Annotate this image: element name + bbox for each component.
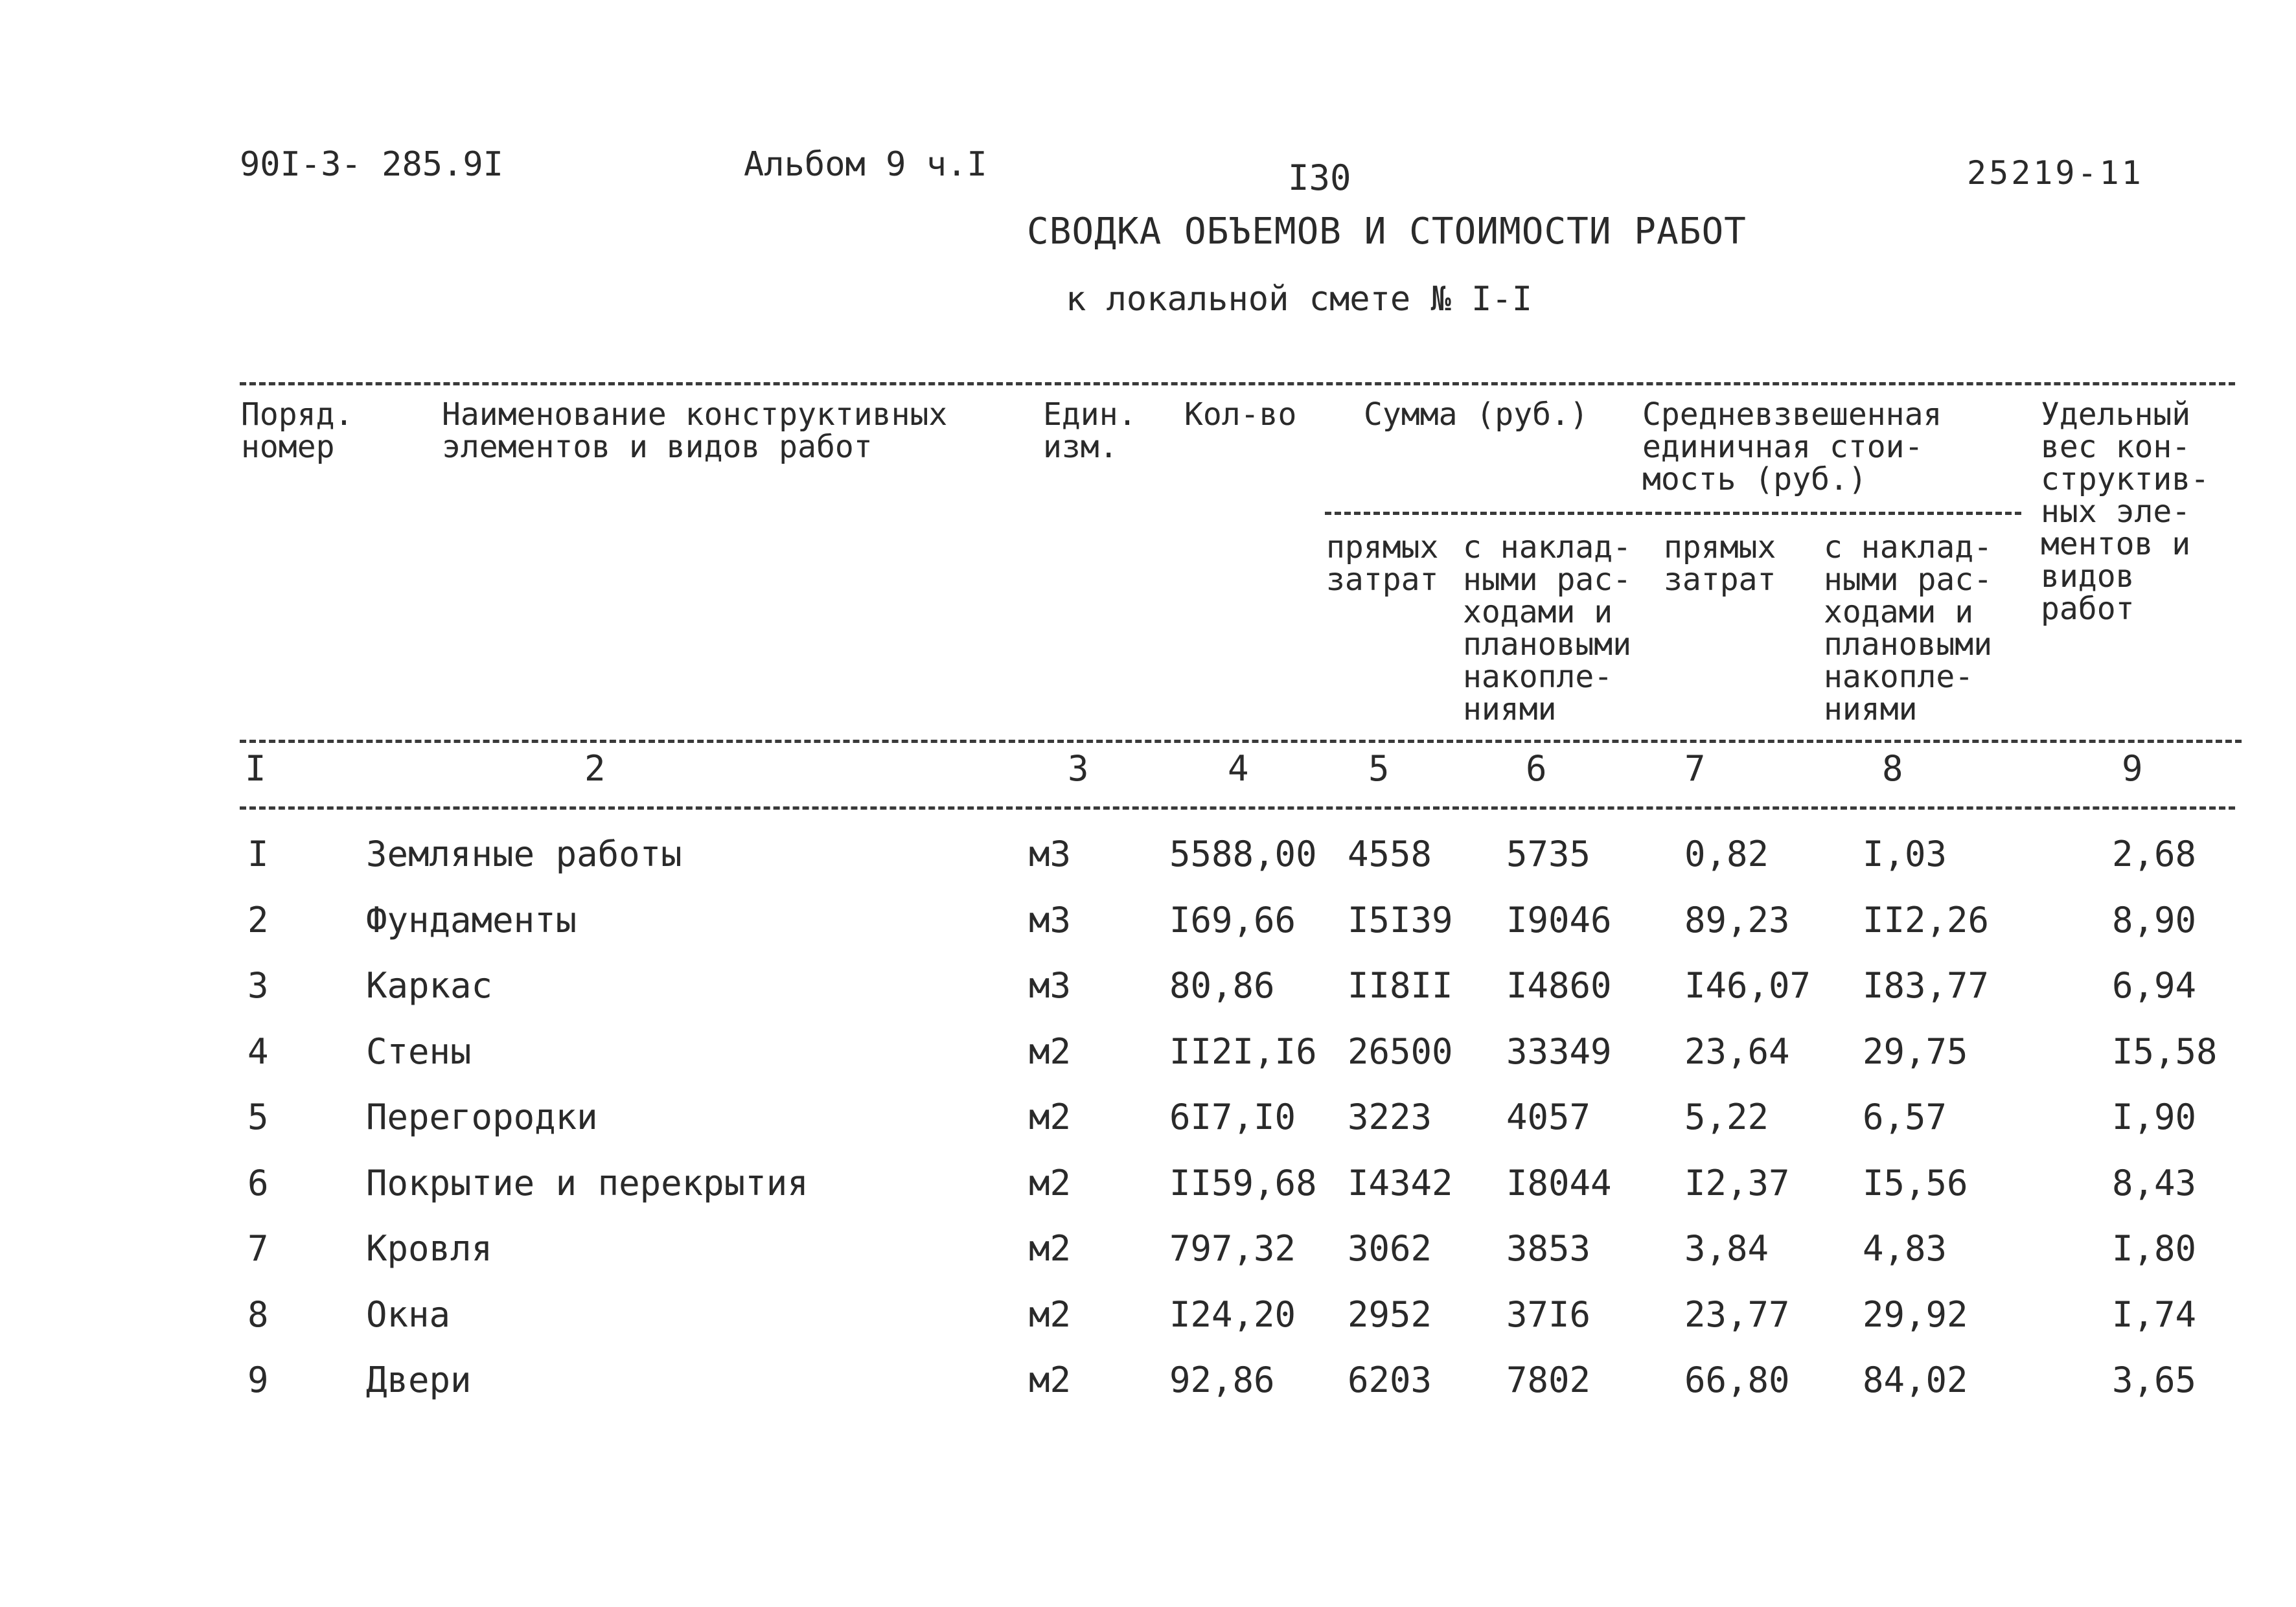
column-number: 2 bbox=[584, 748, 606, 789]
row-unit: м3 bbox=[1029, 834, 1072, 874]
row-number: 9 bbox=[247, 1360, 269, 1400]
column-number: 5 bbox=[1368, 748, 1390, 789]
document-subtitle: к локальной смете № I-I bbox=[1066, 280, 1533, 319]
document-code: 90I-3- 285.9I bbox=[240, 145, 503, 184]
row-avg-direct: I46,07 bbox=[1684, 965, 1811, 1006]
row-weight: 8,90 bbox=[2112, 900, 2197, 940]
column-number: I bbox=[245, 748, 266, 789]
column-numbers-rule bbox=[240, 806, 2235, 810]
row-sum-direct: 3223 bbox=[1348, 1097, 1432, 1137]
column-number: 9 bbox=[2122, 748, 2143, 789]
row-number: 7 bbox=[247, 1228, 269, 1269]
row-sum-direct: 3062 bbox=[1348, 1228, 1432, 1269]
row-weight: I,80 bbox=[2112, 1228, 2197, 1269]
row-unit: м2 bbox=[1029, 1228, 1072, 1269]
row-avg-overhead: I5,56 bbox=[1863, 1163, 1968, 1203]
row-avg-direct: 23,77 bbox=[1684, 1294, 1790, 1335]
header-bottom-rule bbox=[240, 740, 2242, 743]
row-number: 3 bbox=[247, 965, 269, 1006]
col-header-sum-direct: прямых затрат bbox=[1326, 529, 1439, 598]
row-sum-direct: II8II bbox=[1348, 965, 1453, 1006]
row-element-name: Перегородки bbox=[366, 1097, 598, 1137]
col-header-avg-direct: прямых затрат bbox=[1664, 529, 1776, 598]
row-weight: 6,94 bbox=[2112, 965, 2197, 1006]
row-sum-overhead: I4860 bbox=[1506, 965, 1612, 1006]
row-element-name: Кровля bbox=[366, 1228, 493, 1269]
row-unit: м3 bbox=[1029, 900, 1072, 940]
row-quantity: I24,20 bbox=[1169, 1294, 1296, 1335]
col-header-sum: Сумма (руб.) bbox=[1364, 396, 1589, 433]
row-sum-overhead: 33349 bbox=[1506, 1031, 1612, 1072]
row-avg-direct: 66,80 bbox=[1684, 1360, 1790, 1400]
row-avg-overhead: 4,83 bbox=[1863, 1228, 1947, 1269]
document-title: СВОДКА ОБЪЕМОВ И СТОИМОСТИ РАБОТ bbox=[1027, 211, 1747, 253]
sum-subheader-rule bbox=[1325, 512, 2021, 515]
col-header-sum-overhead: с наклад- ными рас- ходами и плановыми накопле- ниями bbox=[1463, 529, 1632, 727]
row-avg-overhead: 6,57 bbox=[1863, 1097, 1947, 1137]
col-header-avg-overhead: с наклад- ными рас- ходами и плановыми накопле- ниями bbox=[1824, 529, 1993, 727]
row-element-name: Покрытие и перекрытия bbox=[366, 1163, 809, 1203]
row-avg-overhead: 84,02 bbox=[1863, 1360, 1968, 1400]
row-unit: м2 bbox=[1029, 1294, 1072, 1335]
row-avg-direct: 89,23 bbox=[1684, 900, 1790, 940]
row-unit: м2 bbox=[1029, 1163, 1072, 1203]
row-sum-direct: 4558 bbox=[1348, 834, 1432, 874]
row-number: 8 bbox=[247, 1294, 269, 1335]
row-unit: м2 bbox=[1029, 1031, 1072, 1072]
row-sum-overhead: I9046 bbox=[1506, 900, 1612, 940]
row-sum-overhead: 37I6 bbox=[1506, 1294, 1591, 1335]
album-label: Альбом 9 ч.I bbox=[744, 145, 987, 184]
row-element-name: Двери bbox=[366, 1360, 472, 1400]
row-number: 5 bbox=[247, 1097, 269, 1137]
row-number: 4 bbox=[247, 1031, 269, 1072]
row-avg-direct: I2,37 bbox=[1684, 1163, 1790, 1203]
row-unit: м2 bbox=[1029, 1097, 1072, 1137]
row-number: 6 bbox=[247, 1163, 269, 1203]
column-number: 6 bbox=[1526, 748, 1547, 789]
sheet-number: 25219-11 bbox=[1967, 154, 2144, 192]
row-quantity: 797,32 bbox=[1169, 1228, 1296, 1269]
row-avg-overhead: 29,92 bbox=[1863, 1294, 1968, 1335]
row-sum-overhead: 5735 bbox=[1506, 834, 1591, 874]
row-weight: I5,58 bbox=[2112, 1031, 2218, 1072]
row-weight: 8,43 bbox=[2112, 1163, 2197, 1203]
row-quantity: II2I,I6 bbox=[1169, 1031, 1317, 1072]
col-header-qty: Кол-во bbox=[1184, 396, 1297, 433]
row-weight: 3,65 bbox=[2112, 1360, 2197, 1400]
row-unit: м2 bbox=[1029, 1360, 1072, 1400]
row-element-name: Стены bbox=[366, 1031, 472, 1072]
row-quantity: 80,86 bbox=[1169, 965, 1275, 1006]
table-top-rule bbox=[240, 382, 2235, 385]
row-quantity: 92,86 bbox=[1169, 1360, 1275, 1400]
row-avg-overhead: I,03 bbox=[1863, 834, 1947, 874]
row-avg-overhead: II2,26 bbox=[1863, 900, 1990, 940]
row-avg-overhead: I83,77 bbox=[1863, 965, 1990, 1006]
row-weight: 2,68 bbox=[2112, 834, 2197, 874]
row-quantity: 5588,00 bbox=[1169, 834, 1317, 874]
column-number: 8 bbox=[1882, 748, 1903, 789]
row-quantity: II59,68 bbox=[1169, 1163, 1317, 1203]
column-number: 3 bbox=[1068, 748, 1089, 789]
page-number: I30 bbox=[1288, 157, 1351, 198]
col-header-avg-cost: Средневзвешенная единичная стои- мость (руб.) bbox=[1642, 396, 1942, 497]
col-header-name: Наименование конструктивных элементов и видов работ bbox=[442, 396, 948, 465]
row-sum-direct: 6203 bbox=[1348, 1360, 1432, 1400]
row-avg-direct: 0,82 bbox=[1684, 834, 1769, 874]
row-number: I bbox=[247, 834, 269, 874]
row-unit: м3 bbox=[1029, 965, 1072, 1006]
row-element-name: Земляные работы bbox=[366, 834, 682, 874]
row-avg-direct: 23,64 bbox=[1684, 1031, 1790, 1072]
row-sum-direct: I4342 bbox=[1348, 1163, 1453, 1203]
row-element-name: Каркас bbox=[366, 965, 493, 1006]
row-sum-overhead: I8044 bbox=[1506, 1163, 1612, 1203]
row-weight: I,74 bbox=[2112, 1294, 2197, 1335]
row-sum-direct: I5I39 bbox=[1348, 900, 1453, 940]
row-avg-overhead: 29,75 bbox=[1863, 1031, 1968, 1072]
row-quantity: I69,66 bbox=[1169, 900, 1296, 940]
row-element-name: Окна bbox=[366, 1294, 451, 1335]
col-header-order-no: Поряд. номер bbox=[241, 396, 354, 465]
row-quantity: 6I7,I0 bbox=[1169, 1097, 1296, 1137]
row-sum-overhead: 3853 bbox=[1506, 1228, 1591, 1269]
col-header-unit: Един. изм. bbox=[1043, 396, 1137, 465]
row-sum-direct: 26500 bbox=[1348, 1031, 1453, 1072]
row-sum-overhead: 4057 bbox=[1506, 1097, 1591, 1137]
column-number: 4 bbox=[1228, 748, 1249, 789]
row-number: 2 bbox=[247, 900, 269, 940]
row-avg-direct: 5,22 bbox=[1684, 1097, 1769, 1137]
row-sum-direct: 2952 bbox=[1348, 1294, 1432, 1335]
col-header-weight: Удельный вес кон- структив- ных эле- ментов и видов работ bbox=[2041, 396, 2210, 627]
row-weight: I,90 bbox=[2112, 1097, 2197, 1137]
row-sum-overhead: 7802 bbox=[1506, 1360, 1591, 1400]
row-element-name: Фундаменты bbox=[366, 900, 577, 940]
row-avg-direct: 3,84 bbox=[1684, 1228, 1769, 1269]
column-number: 7 bbox=[1684, 748, 1706, 789]
